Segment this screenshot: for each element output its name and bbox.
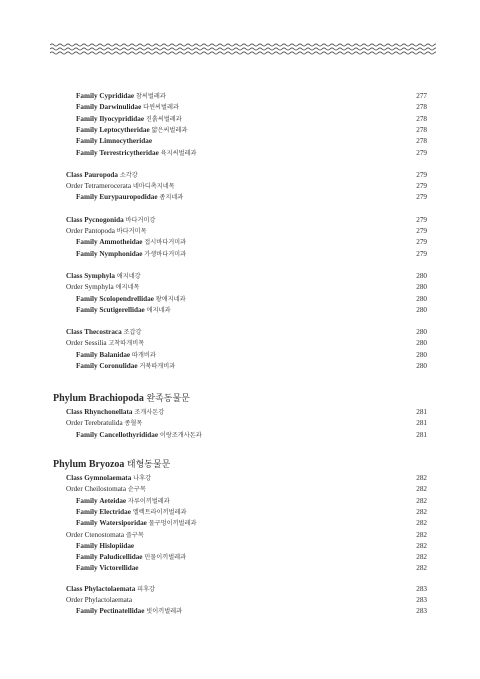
entry-name: Thecostraca	[84, 328, 122, 337]
entry-page-number: 283	[416, 596, 427, 604]
entry-text	[76, 249, 186, 260]
toc-entry	[0, 114, 480, 125]
entry-text	[66, 584, 155, 595]
entry-rank: Family	[76, 553, 98, 562]
toc-entry	[0, 350, 480, 361]
entry-page-number: 282	[416, 474, 427, 482]
toc-entry	[0, 407, 480, 418]
entry-name: Ammotheidae	[99, 238, 143, 247]
entry-rank: Family	[76, 430, 98, 439]
entry-page-number: 278	[416, 114, 427, 123]
entry-text	[76, 125, 187, 136]
toc-entry	[0, 541, 480, 552]
entry-rank: Order	[66, 227, 83, 235]
toc-entry	[0, 361, 480, 372]
entry-name: Electridae	[99, 507, 131, 516]
entry-text	[76, 541, 134, 552]
entry-rank: Class	[66, 408, 83, 416]
toc-entry	[0, 530, 480, 541]
entry-name: Phylactolaemata	[84, 596, 133, 604]
entry-text	[66, 473, 151, 484]
entry-rank: Order	[66, 339, 83, 348]
entry-text	[76, 148, 197, 159]
entry-name: Cheilostomata	[84, 485, 127, 494]
entry-text	[76, 114, 182, 125]
entry-rank: Class	[66, 328, 83, 337]
entry-text	[66, 484, 146, 495]
toc-entry	[0, 496, 480, 507]
entry-name: Scolopendrellidae	[99, 294, 154, 303]
entry-rank: Family	[76, 541, 98, 550]
entry-korean-name: 얇은씨벌레과	[151, 126, 188, 134]
toc-entry	[0, 125, 480, 136]
entry-text	[76, 552, 186, 563]
entry-rank: Class	[66, 170, 83, 179]
entry-text	[76, 136, 152, 147]
entry-page-number: 279	[416, 227, 427, 235]
entry-name: Tetramerocerata	[84, 182, 132, 191]
toc-entry	[0, 563, 480, 574]
entry-name: Cyprididae	[99, 92, 135, 100]
entry-page-number: 281	[416, 408, 427, 416]
entry-name: Nymphonidae	[99, 249, 143, 258]
entry-korean-name: 엘렉트라이끼벌레과	[132, 508, 187, 516]
entry-text	[66, 181, 175, 192]
entry-text	[66, 327, 141, 338]
entry-page-number: 278	[416, 103, 427, 112]
entry-korean-name: 애지네과	[146, 306, 171, 314]
entry-rank: Family	[76, 148, 98, 157]
entry-text	[76, 507, 187, 518]
entry-rank: Family	[76, 137, 98, 146]
entry-text	[76, 518, 197, 529]
toc-entry	[0, 271, 480, 282]
toc-entry	[0, 294, 480, 305]
toc-entry	[0, 595, 480, 606]
toc-entry	[0, 473, 480, 484]
entry-rank: Order	[66, 419, 83, 428]
entry-name: Terebratulida	[84, 419, 123, 428]
entry-korean-name: 피후강	[137, 585, 156, 593]
entry-name: Eurypauropodidae	[99, 193, 158, 202]
toc-entry	[0, 181, 480, 192]
entry-text	[76, 294, 186, 305]
entry-rank: Family	[76, 294, 98, 303]
entry-rank: Family	[76, 362, 98, 370]
entry-page-number: 279	[416, 182, 427, 191]
entry-text	[76, 361, 175, 372]
entry-page-number: 282	[416, 485, 427, 494]
entry-name: Aeteidae	[99, 496, 127, 505]
entry-page-number: 280	[416, 294, 427, 303]
entry-korean-name: 애지네강	[116, 272, 141, 280]
entry-page-number: 281	[416, 430, 427, 439]
entry-name: Pectinatellidae	[99, 607, 145, 616]
entry-page-number: 279	[416, 249, 427, 258]
entry-korean-name: 진흙씨벌레과	[145, 115, 182, 123]
entry-rank: Family	[76, 519, 98, 528]
entry-rank: Family	[76, 92, 98, 100]
toc-entry	[0, 192, 480, 203]
entry-page-number: 282	[416, 530, 427, 539]
entry-rank: Class	[66, 584, 83, 593]
entry-rank: Family	[76, 249, 98, 258]
entry-page-number: 280	[416, 271, 427, 280]
entry-name: Pauropoda	[84, 170, 119, 179]
entry-page-number: 279	[416, 238, 427, 247]
entry-page-number: 280	[416, 350, 427, 359]
entry-korean-name: 순구목	[127, 486, 146, 494]
entry-text	[76, 563, 138, 574]
entry-korean-name: 가생바다거미과	[144, 250, 187, 258]
entry-rank: Family	[76, 193, 98, 202]
entry-page-number: 282	[416, 564, 427, 573]
entry-name: Watersiporidae	[99, 519, 147, 528]
phylum-heading	[53, 457, 170, 470]
entry-korean-name: 나후강	[133, 475, 152, 482]
entry-korean-name: 종혈목	[124, 420, 143, 428]
entry-text	[76, 496, 170, 507]
entry-name: Pycnogonida	[84, 215, 124, 224]
entry-name: Sessilia	[84, 339, 107, 348]
toc-entry	[0, 237, 480, 248]
entry-text	[76, 237, 186, 248]
entry-page-number: 279	[416, 215, 427, 224]
toc-entry	[0, 102, 480, 113]
entry-page-number: 279	[416, 148, 427, 157]
entry-text	[76, 102, 179, 113]
entry-text	[66, 282, 139, 293]
entry-text	[76, 305, 170, 316]
entry-page-number: 282	[416, 541, 427, 550]
entry-name: Coronulidae	[99, 362, 138, 370]
toc-entry	[0, 148, 480, 159]
toc-entry	[0, 305, 480, 316]
toc-entry	[0, 584, 480, 595]
entry-name: Symphyla	[84, 271, 115, 280]
entry-rank: Family	[76, 607, 98, 616]
entry-rank: Class	[66, 474, 83, 482]
entry-name: Paludicellidae	[99, 553, 143, 562]
phylum-korean-name: 완족동물문	[146, 394, 190, 404]
entry-rank: Family	[76, 125, 98, 134]
entry-rank: Family	[76, 496, 98, 505]
entry-text	[66, 418, 142, 429]
entry-page-number: 279	[416, 170, 427, 179]
entry-korean-name: 접시바다거미과	[144, 239, 187, 247]
toc-entry	[0, 226, 480, 237]
entry-name: Hislopiidae	[99, 541, 135, 550]
entry-page-number: 278	[416, 125, 427, 134]
entry-korean-name: 조갑강	[123, 329, 142, 337]
entry-rank: Family	[76, 350, 98, 359]
toc-entry	[0, 418, 480, 429]
entry-name: Phylactolaemata	[84, 584, 136, 593]
entry-korean-name: 고착따개비목	[108, 340, 145, 348]
entry-page-number: 283	[416, 607, 427, 616]
toc-entry	[0, 484, 480, 495]
entry-text	[66, 215, 155, 226]
entry-name: Terrestricytheridae	[99, 148, 159, 157]
entry-korean-name: 왕애지네과	[155, 295, 186, 303]
entry-page-number: 280	[416, 339, 427, 348]
entry-page-number: 280	[416, 283, 427, 292]
entry-rank: Family	[76, 305, 98, 314]
toc-entry	[0, 430, 480, 441]
toc-entry	[0, 249, 480, 260]
entry-text	[76, 192, 183, 203]
entry-page-number: 282	[416, 519, 427, 528]
entry-korean-name: 자루이끼벌레과	[127, 497, 170, 505]
entry-name: Gymnolaemata	[84, 474, 132, 482]
toc-entry	[0, 518, 480, 529]
entry-name: Rhynchonellata	[84, 408, 133, 416]
entry-name: Cancellothyrididae	[99, 430, 159, 439]
entry-rank: Order	[66, 530, 83, 539]
entry-rank: Class	[66, 215, 83, 224]
entry-text	[76, 606, 182, 617]
entry-korean-name: 이랑조개사돈과	[159, 431, 202, 439]
entry-rank: Order	[66, 182, 83, 191]
entry-korean-name: 거북따개비과	[139, 363, 176, 370]
entry-korean-name: 민물이끼벌레과	[144, 554, 187, 562]
entry-korean-name: 육지씨벌레과	[160, 149, 197, 157]
entry-text	[76, 430, 202, 441]
toc-entry	[0, 282, 480, 293]
entry-text	[66, 226, 147, 237]
phylum-korean-name: 태형동물문	[126, 460, 171, 470]
entry-korean-name: 즐구목	[125, 531, 144, 539]
entry-page-number: 282	[416, 496, 427, 505]
entry-korean-name: 다윈씨벌레과	[143, 104, 179, 112]
entry-rank: Class	[66, 271, 83, 280]
entry-korean-name: 참씨벌레과	[135, 93, 166, 100]
entry-rank: Family	[76, 238, 98, 247]
entry-korean-name: 바다거미목	[116, 228, 147, 235]
entry-text	[76, 350, 156, 361]
entry-korean-name: 네마디촉지네목	[132, 183, 175, 191]
toc-entry	[0, 327, 480, 338]
entry-korean-name: 애지네목	[115, 284, 140, 292]
entry-text	[66, 170, 138, 181]
entry-name: Balanidae	[99, 350, 131, 359]
entry-page-number: 280	[416, 362, 427, 370]
entry-page-number: 278	[416, 137, 427, 146]
phylum-heading	[53, 391, 190, 404]
entry-text	[66, 530, 144, 541]
entry-korean-name: 물구멍이끼벌레과	[148, 520, 197, 528]
entry-text	[66, 407, 164, 418]
entry-name: Pantopoda	[84, 227, 115, 235]
phylum-name: Phylum Brachiopoda	[53, 393, 144, 404]
entry-name: Ctenostomata	[84, 530, 125, 539]
decorative-wave-border	[50, 42, 436, 56]
entry-rank: Family	[76, 564, 98, 573]
entry-page-number: 280	[416, 328, 427, 337]
toc-entry	[0, 215, 480, 226]
entry-rank: Family	[76, 507, 98, 516]
entry-korean-name: 소각강	[119, 171, 138, 179]
toc-entry	[0, 606, 480, 617]
entry-rank: Order	[66, 283, 83, 292]
toc-entry	[0, 91, 480, 102]
toc-entry	[0, 338, 480, 349]
entry-name: Limnocytheridae	[99, 137, 153, 146]
entry-name: Symphyla	[84, 283, 114, 292]
phylum-name: Phylum Bryozoa	[53, 459, 125, 470]
entry-korean-name: 좀지네과	[159, 194, 184, 202]
entry-korean-name: 빗이끼벌레과	[146, 608, 183, 616]
entry-name: Leptocytheridae	[99, 125, 150, 134]
entry-name: Darwinulidae	[99, 103, 142, 112]
entry-name: Victorellidae	[99, 564, 139, 573]
entry-text	[76, 91, 166, 102]
toc-entry	[0, 507, 480, 518]
entry-page-number: 282	[416, 507, 427, 516]
entry-korean-name: 조개사돈강	[134, 409, 165, 416]
entry-rank: Family	[76, 114, 98, 123]
entry-korean-name: 따개비과	[131, 351, 156, 359]
entry-name: Ilyocyprididae	[99, 114, 145, 123]
entry-page-number: 279	[416, 193, 427, 202]
entry-rank: Family	[76, 103, 98, 112]
entry-page-number: 280	[416, 305, 427, 314]
entry-page-number: 282	[416, 553, 427, 562]
entry-page-number: 277	[416, 92, 427, 100]
toc-entry	[0, 552, 480, 563]
entry-name: Scutigerellidae	[99, 305, 145, 314]
entry-text	[66, 338, 144, 349]
entry-rank: Order	[66, 596, 83, 604]
toc-entry	[0, 170, 480, 181]
entry-text	[66, 595, 132, 606]
entry-page-number: 281	[416, 419, 427, 428]
entry-korean-name: 바다거미강	[125, 216, 156, 224]
toc-entry	[0, 136, 480, 147]
entry-rank: Order	[66, 485, 83, 494]
entry-page-number: 283	[416, 584, 427, 593]
entry-text	[66, 271, 141, 282]
